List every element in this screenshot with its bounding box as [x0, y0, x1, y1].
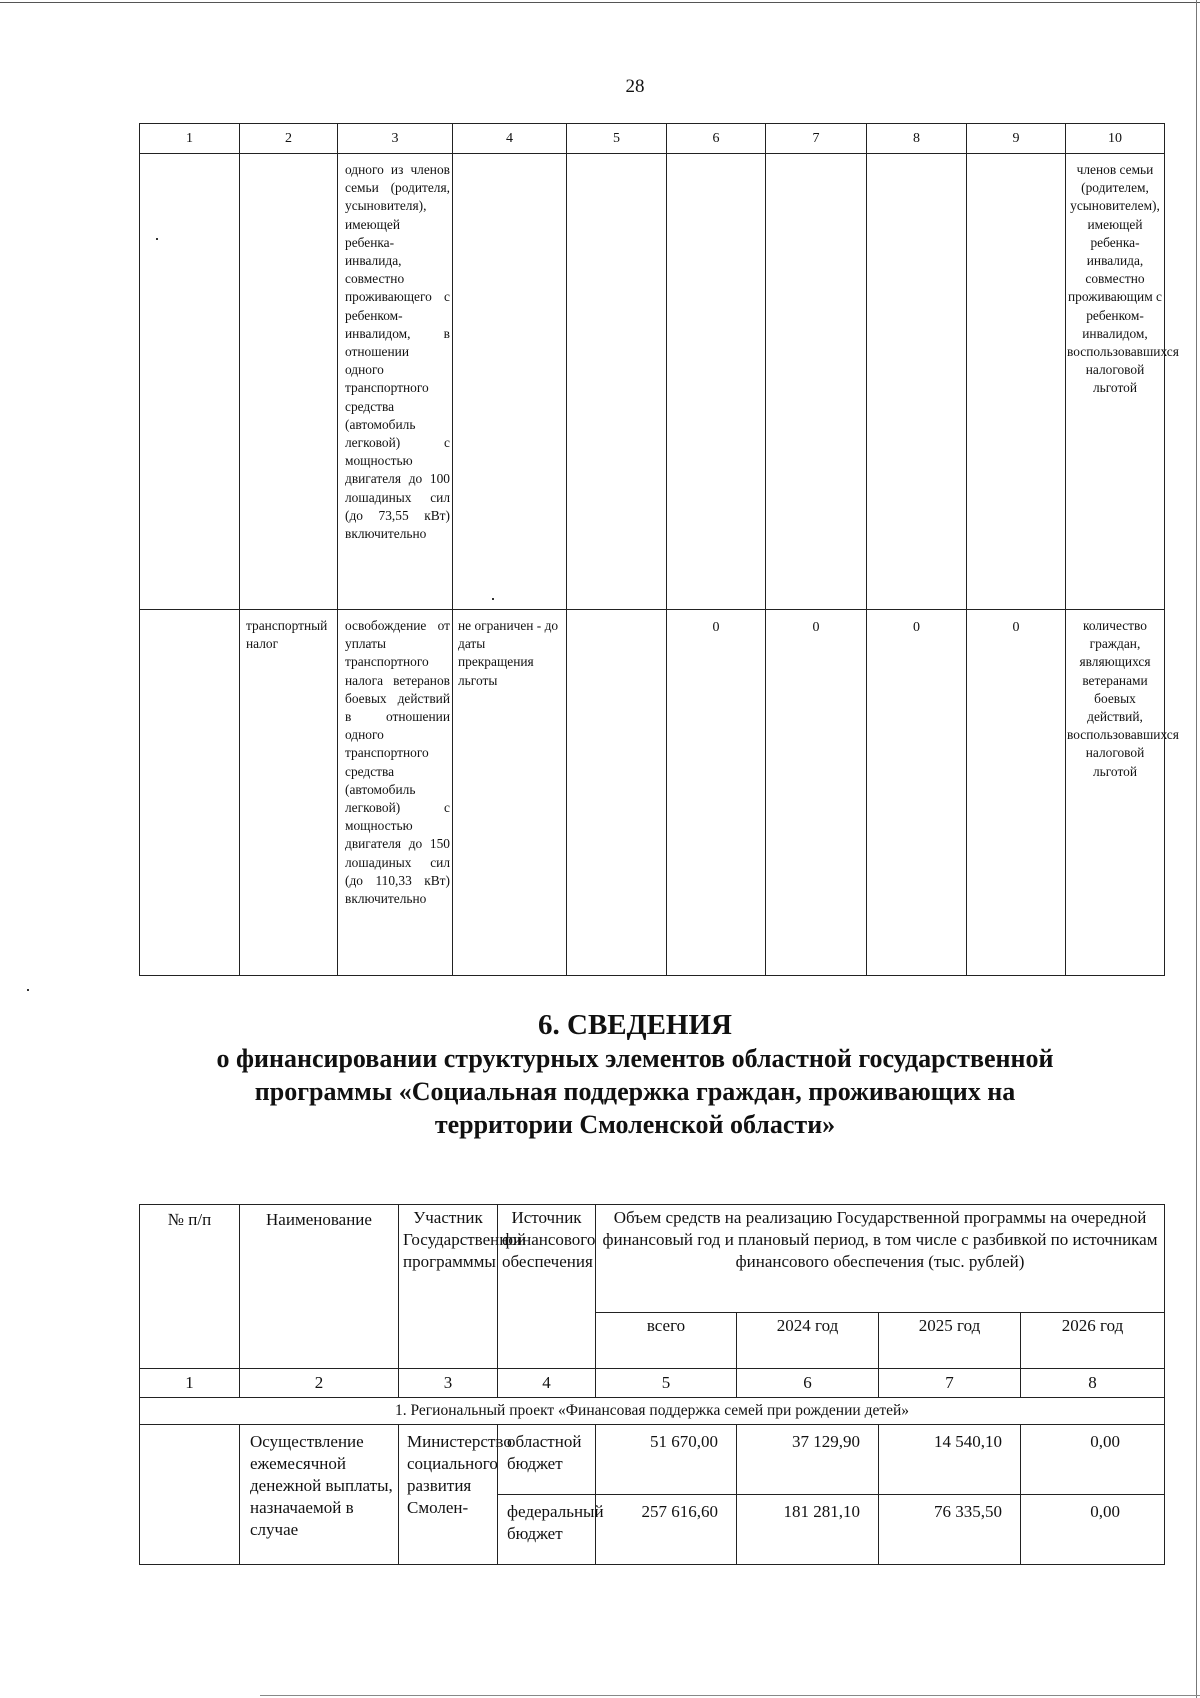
section-heading — [200, 1008, 1070, 1141]
scan-speck — [27, 989, 29, 991]
section-subtitle: о финансировании структурных элементов областной государственной программы «Социальная поддержка граждан, проживающих на территории Смоленской области» — [216, 1044, 1054, 1139]
col-number: 7 — [879, 1369, 1021, 1398]
cell-value — [867, 154, 967, 610]
project-title: 1. Региональный проект «Финансовая поддержка семей при рождении детей» — [140, 1398, 1165, 1425]
cell-validity — [453, 154, 567, 610]
cell-2026: 0,00 — [1021, 1425, 1165, 1495]
cell-validity: не ограничен - до даты прекращения льготы — [453, 610, 567, 976]
table-row — [140, 610, 1165, 976]
cell-value — [766, 154, 867, 610]
item-participant: Министерство социального развития Смолен- — [399, 1425, 498, 1565]
cell-value — [667, 154, 766, 610]
col-number: 2 — [240, 124, 338, 154]
cell-2025: 76 335,50 — [879, 1495, 1021, 1565]
header-total: всего — [596, 1313, 737, 1369]
item-num — [140, 1425, 240, 1565]
cell-2026: 0,00 — [1021, 1495, 1165, 1565]
cell-indicator: количество граждан, являющихся ветеранами боевых действий, воспользовавшихся налоговой льготой — [1066, 610, 1165, 976]
col-number: 4 — [498, 1369, 596, 1398]
financing-table — [139, 1204, 1165, 1565]
col-number: 2 — [240, 1369, 399, 1398]
header-2024: 2024 год — [737, 1313, 879, 1369]
project-row — [140, 1398, 1165, 1425]
bottom-border-line — [260, 1695, 1200, 1696]
cell-value: 0 — [766, 610, 867, 976]
cell-indicator: членов семьи (родителем, усыновителем), имеющей ребенка-инвалида, совместно проживающим с ребенком-инвалидом, воспользовавшихся налоговой льготой — [1066, 154, 1165, 610]
col-number: 1 — [140, 124, 240, 154]
section-title: 6. СВЕДЕНИЯ — [538, 1009, 732, 1041]
item-name: Осуществление ежемесячной денежной выплаты, назначаемой в случае — [240, 1425, 399, 1565]
cell-total: 257 616,60 — [596, 1495, 737, 1565]
header-name: Наименование — [240, 1205, 399, 1369]
cell-source: федеральный бюджет — [498, 1495, 596, 1565]
header-source: Источник финансового обеспечения — [498, 1205, 596, 1369]
col-number: 6 — [667, 124, 766, 154]
cell-value — [567, 610, 667, 976]
cell-total: 51 670,00 — [596, 1425, 737, 1495]
cell-source: областной бюджет — [498, 1425, 596, 1495]
cell-benefit-description: одного из членов семьи (родителя, усыновителя), имеющей ребенка-инвалида, совместно проживающего с ребенком-инвалидом, в отношении одного транспортного средства (автомобиль легковой) с мощностью двигателя до 100 лошадиных сил (до 73,55 кВт) включительно — [338, 154, 453, 610]
header-participant: Участник Государственной программмы — [399, 1205, 498, 1369]
column-number-row — [140, 1369, 1165, 1398]
col-number: 10 — [1066, 124, 1165, 154]
cell-value: 0 — [867, 610, 967, 976]
header-volume: Объем средств на реализацию Государственной программы на очередной финансовый год и плановый период, в том числе с разбивкой по источникам финансового обеспечения (тыс. рублей) — [596, 1205, 1165, 1313]
header-row — [140, 1205, 1165, 1313]
col-number: 8 — [867, 124, 967, 154]
column-number-row — [140, 124, 1165, 154]
col-number: 6 — [737, 1369, 879, 1398]
cell-2025: 14 540,10 — [879, 1425, 1021, 1495]
cell-tax-name: транспортный налог — [240, 610, 338, 976]
cell-value: 0 — [667, 610, 766, 976]
cell-benefit-description: освобождение от уплаты транспортного налога ветеранов боевых действий в отношении одного транспортного средства (автомобиль легковой) с мощностью двигателя до 150 лошадиных сил (до 110,33 кВт) включительно — [338, 610, 453, 976]
top-border-line — [0, 2, 1200, 3]
table-row — [140, 1425, 1165, 1495]
header-2026: 2026 год — [1021, 1313, 1165, 1369]
cell — [140, 610, 240, 976]
col-number: 9 — [967, 124, 1066, 154]
col-number: 3 — [338, 124, 453, 154]
page-number: 28 — [625, 76, 645, 97]
cell-value — [567, 154, 667, 610]
col-number: 5 — [596, 1369, 737, 1398]
cell-2024: 181 281,10 — [737, 1495, 879, 1565]
col-number: 3 — [399, 1369, 498, 1398]
col-number: 7 — [766, 124, 867, 154]
cell-tax-name — [240, 154, 338, 610]
col-number: 4 — [453, 124, 567, 154]
header-num: № п/п — [140, 1205, 240, 1369]
table-row — [140, 154, 1165, 610]
col-number: 1 — [140, 1369, 240, 1398]
col-number: 8 — [1021, 1369, 1165, 1398]
tax-benefit-table — [139, 123, 1179, 976]
right-border-line — [1196, 0, 1197, 1698]
cell-value: 0 — [967, 610, 1066, 976]
cell-value — [967, 154, 1066, 610]
header-2025: 2025 год — [879, 1313, 1021, 1369]
cell — [140, 154, 240, 610]
cell-2024: 37 129,90 — [737, 1425, 879, 1495]
col-number: 5 — [567, 124, 667, 154]
